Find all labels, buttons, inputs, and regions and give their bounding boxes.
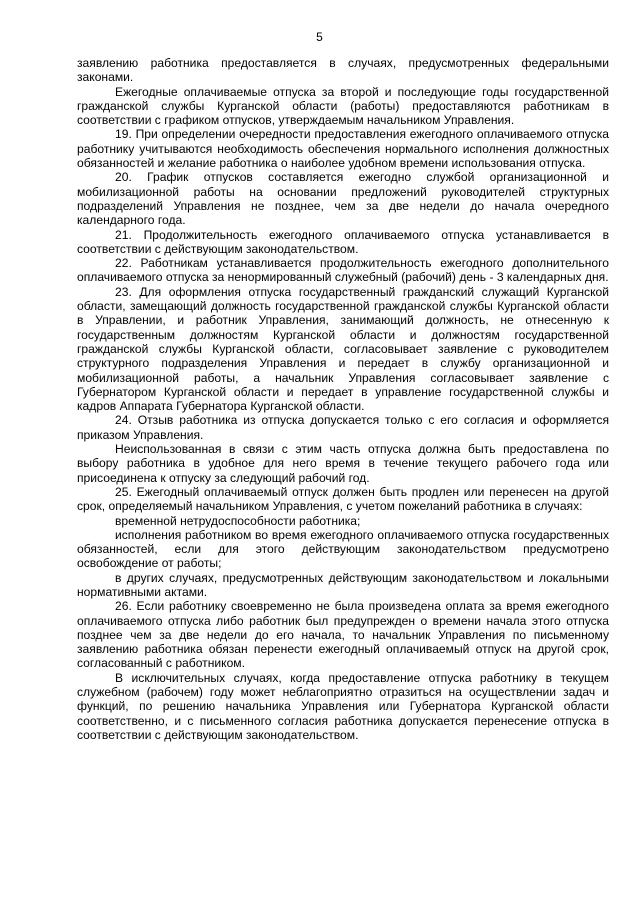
paragraph: 22. Работникам устанавливается продолжительность ежегодного дополнительного оплачиваемого отпуска за ненормированный служебный (рабочий) день - 3 календарных дня. bbox=[77, 256, 609, 285]
page-number: 5 bbox=[316, 30, 323, 44]
paragraph: 20. График отпусков составляется ежегодно службой организационной и мобилизационной работы на основании предложений руководителей структурных подразделений Управления не позднее, чем за две недели до начала очередного календарного года. bbox=[77, 170, 609, 228]
paragraph: 21. Продолжительность ежегодного оплачиваемого отпуска устанавливается в соответствии с действующим законодательством. bbox=[77, 227, 609, 256]
document-body bbox=[77, 56, 609, 742]
paragraph: Неиспользованная в связи с этим часть отпуска должна быть предоставлена по выбору работника в удобное для него время в течение текущего рабочего года или присоединена к отпуску за следующий рабочий год. bbox=[77, 442, 609, 485]
paragraph: 26. Если работнику своевременно не была произведена оплата за время ежегодного оплачиваемого отпуска либо работник был предупрежден о времени начала этого отпуска позднее чем за две недели до его начала, то начальник Управления по письменному заявлению работника обязан перенести ежегодный оплачиваемый отпуск на другой срок, согласованный с работником. bbox=[77, 599, 609, 671]
paragraph: временной нетрудоспособности работника; bbox=[115, 513, 361, 528]
paragraph: В исключительных случаях, когда предоставление отпуска работнику в текущем служебном (рабочем) году может неблагоприятно отразиться на осуществлении задач и функций, по решению начальника Управления или Губернатора Курганской области соответственно, и с письменного согласия работника допускается перенесение отпуска в соответствии с действующим законодательством. bbox=[77, 670, 609, 742]
paragraph: в других случаях, предусмотренных действующим законодательством и локальными нормативными актами. bbox=[77, 570, 609, 599]
paragraph: Ежегодные оплачиваемые отпуска за второй и последующие годы государственной гражданской службы Курганской области (работы) предоставляются работникам в соответствии с графиком отпусков, утверждаемым начальником Управления. bbox=[77, 84, 609, 128]
paragraph: 19. При определении очередности предоставления ежегодного оплачиваемого отпуска работнику учитываются необходимость обеспечения нормального исполнения должностных обязанностей и желание работника о наиболее удобном времени использования отпуска. bbox=[77, 127, 609, 171]
paragraph: заявлению работника предоставляется в случаях, предусмотренных федеральными законами. bbox=[77, 56, 609, 85]
paragraph: исполнения работником во время ежегодного оплачиваемого отпуска государственных обязанностей, если для этого действующим законодательством предусмотрено освобождение от работы; bbox=[77, 527, 609, 571]
paragraph: 24. Отзыв работника из отпуска допускается только с его согласия и оформляется приказом Управления. bbox=[77, 413, 609, 442]
paragraph: 25. Ежегодный оплачиваемый отпуск должен быть продлен или перенесен на другой срок, определяемый начальником Управления, с учетом пожеланий работника в случаях: bbox=[77, 484, 609, 514]
paragraph: 23. Для оформления отпуска государственный гражданский служащий Курганской области, замещающий должность государственной гражданской службы Курганской области в Управлении, и работник Управления, занимающий должность, не отнесенную к государственным должностям Курганской области и должностям государственной гражданской службы Курганской области, согласовывает заявление с руководителем структурного подразделения Управления и передает в службу организационной и мобилизационной работы, а начальник Управления согласовывает заявление с Губернатором Курганской области и передает в управление государственной службы и кадров Аппарата Губернатора Курганской области. bbox=[77, 284, 609, 414]
